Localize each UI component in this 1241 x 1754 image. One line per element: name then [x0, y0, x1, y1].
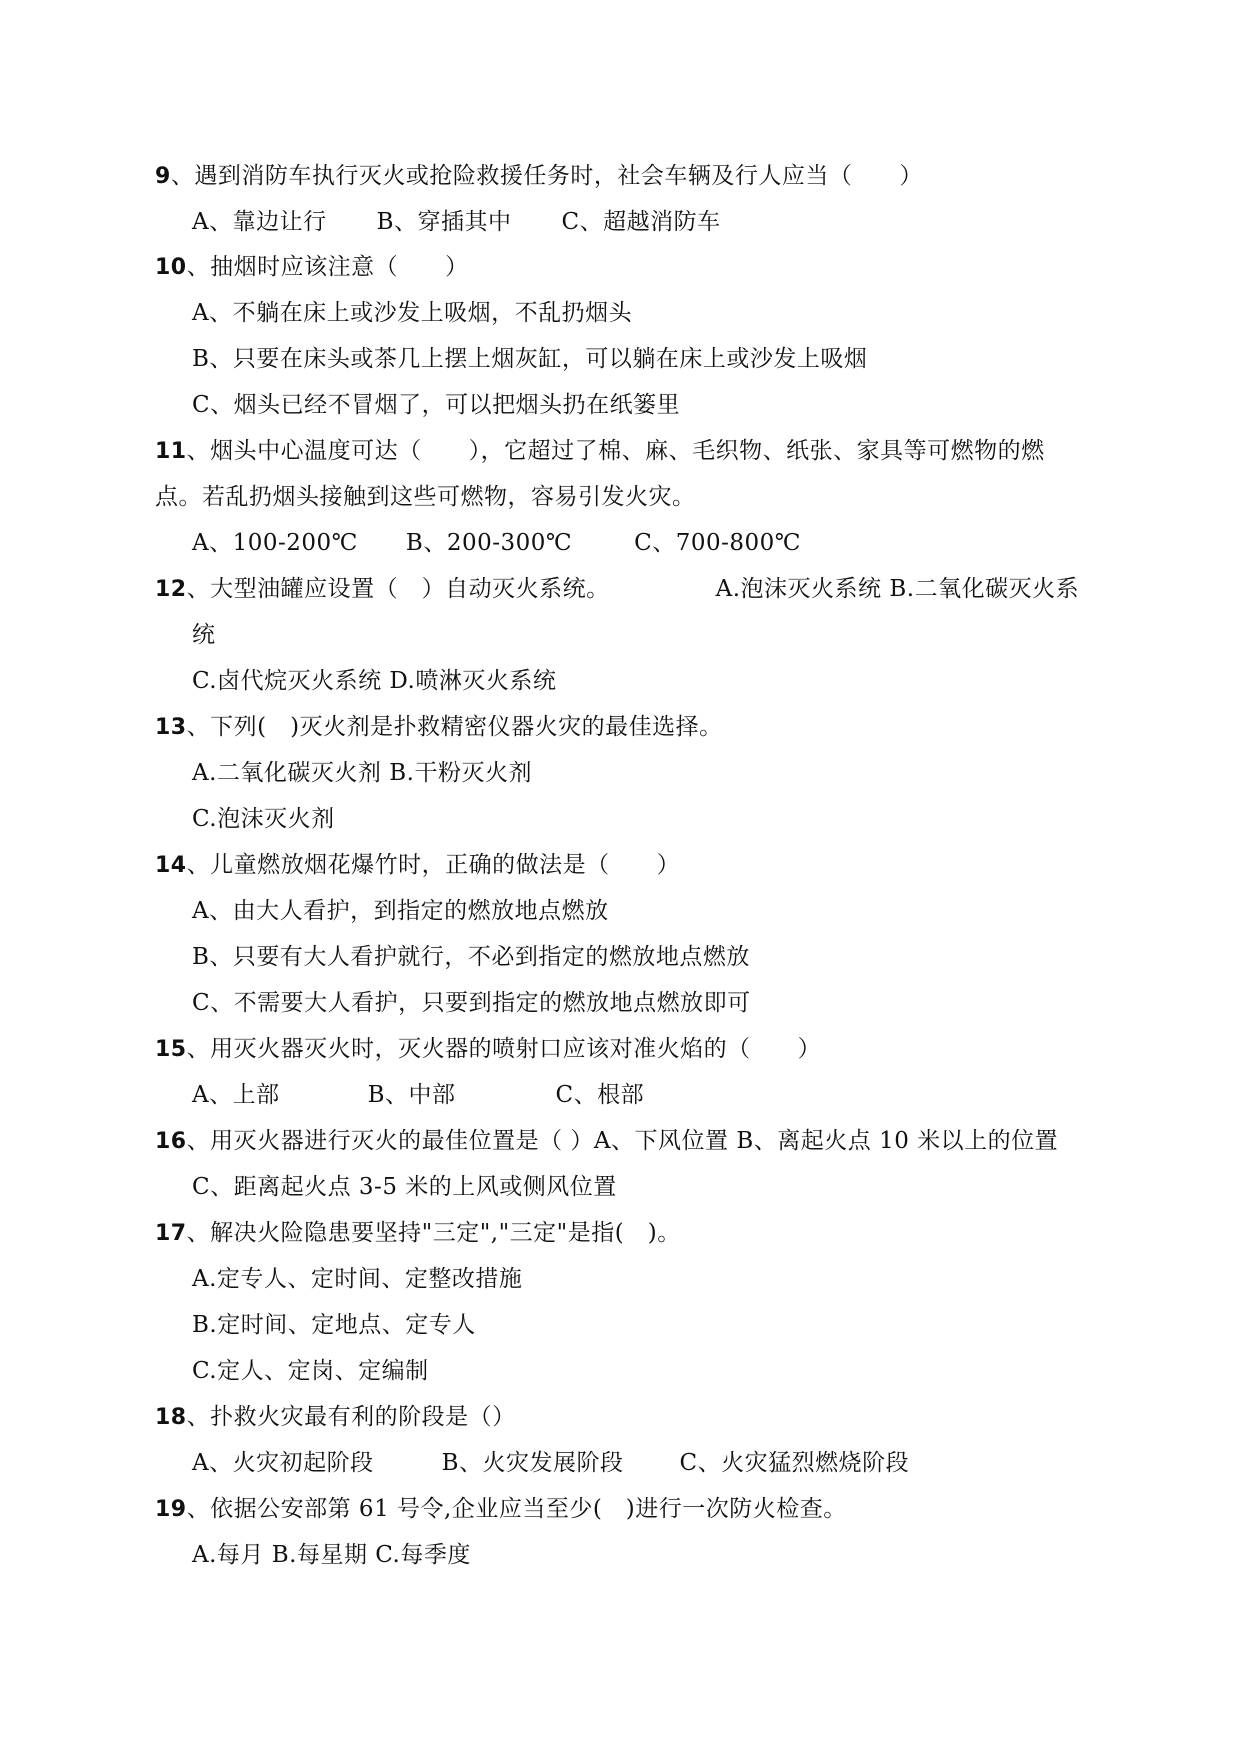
option-a: A、火灾初起阶段 [192, 1450, 374, 1476]
option-b: B、只要有大人看护就行，不必到指定的燃放地点燃放 [192, 944, 750, 970]
option-c: C.定人、定岗、定编制 [192, 1358, 429, 1384]
question-14 [155, 850, 680, 881]
question-11 [155, 436, 1045, 467]
option-c: C、700-800℃ [634, 530, 802, 556]
question-number: 14 [155, 853, 187, 878]
question-number: 15 [155, 1037, 187, 1062]
option-c-d: C.卤代烷灭火系统 D.喷淋灭火系统 [192, 668, 557, 694]
option-a: A、不躺在床上或沙发上吸烟，不乱扔烟头 [192, 300, 633, 326]
options-row [192, 207, 721, 237]
question-number: 17 [155, 1221, 187, 1246]
option-c: C.泡沫灭火剂 [192, 806, 335, 832]
option-b: B.定时间、定地点、定专人 [192, 1312, 476, 1338]
option-a: A、靠边让行 [192, 209, 327, 235]
question-number: 19 [155, 1497, 187, 1522]
option-b: B、中部 [367, 1082, 456, 1108]
question-12 [155, 574, 1079, 605]
question-17 [155, 1218, 681, 1249]
question-number: 9 [155, 164, 171, 189]
option-a: A、100-200℃ [192, 530, 358, 556]
question-number: 13 [155, 715, 187, 740]
option-a-b: A.二氧化碳灭火剂 B.干粉灭火剂 [192, 760, 532, 786]
option-b: B、火灾发展阶段 [441, 1450, 624, 1476]
option-a: A、上部 [192, 1082, 280, 1108]
question-text: 、依据公安部第 61 号令,企业应当至少( )进行一次防火检查。 [186, 1496, 847, 1522]
question-text-continued: 点。若乱扔烟头接触到这些可燃物，容易引发火灾。 [155, 484, 696, 510]
option-b: B、200-300℃ [405, 530, 573, 556]
option-c: C、根部 [555, 1082, 645, 1108]
question-10 [155, 252, 469, 283]
question-number: 18 [155, 1405, 187, 1430]
question-text: 、大型油罐应设置（ ）自动灭火系统。 A.泡沫灭火系统 B.二氧化碳灭火系 [186, 576, 1080, 602]
option-c: C、烟头已经不冒烟了，可以把烟头扔在纸篓里 [192, 392, 681, 418]
question-number: 12 [155, 577, 187, 602]
question-text: 、扑救火灾最有利的阶段是（） [186, 1404, 516, 1430]
question-text: 、用灭火器灭火时，灭火器的喷射口应该对准火焰的（ ） [186, 1036, 822, 1062]
option-a: A.定专人、定时间、定整改措施 [192, 1266, 523, 1292]
question-16 [155, 1126, 1058, 1157]
question-text: 、解决火险隐患要坚持"三定","三定"是指( )。 [186, 1220, 681, 1246]
question-number: 11 [155, 439, 187, 464]
option-c: C、不需要大人看护，只要到指定的燃放地点燃放即可 [192, 990, 751, 1016]
option-b: B、只要在床头或茶几上摆上烟灰缸，可以躺在床上或沙发上吸烟 [192, 346, 868, 372]
options-row [192, 1080, 644, 1110]
question-13 [155, 712, 723, 743]
options-row [192, 1448, 909, 1478]
question-number: 10 [155, 255, 187, 280]
question-9 [155, 161, 923, 192]
options-row [192, 528, 801, 558]
options-row: A.每月 B.每星期 C.每季度 [192, 1542, 471, 1568]
question-text: 、烟头中心温度可达（ ），它超过了棉、麻、毛织物、纸张、家具等可燃物的燃 [186, 438, 1045, 464]
question-text-continued: 统 [192, 622, 216, 648]
option-c: C、距离起火点 3-5 米的上风或侧风位置 [192, 1174, 617, 1200]
option-c: C、超越消防车 [561, 209, 721, 235]
question-text: 、用灭火器进行灭火的最佳位置是（ ）A、下风位置 B、离起火点 10 米以上的位置 [186, 1128, 1059, 1154]
option-b: B、穿插其中 [376, 209, 512, 235]
question-text: 、抽烟时应该注意（ ） [186, 254, 469, 280]
question-number: 16 [155, 1129, 187, 1154]
question-text: 、下列( )灭火剂是扑救精密仪器火灾的最佳选择。 [186, 714, 723, 740]
question-text: 、遇到消防车执行灭火或抢险救援任务时，社会车辆及行人应当（ ） [170, 163, 923, 189]
question-19 [155, 1494, 847, 1525]
option-c: C、火灾猛烈燃烧阶段 [679, 1450, 910, 1476]
question-15 [155, 1034, 821, 1065]
question-text: 、儿童燃放烟花爆竹时，正确的做法是（ ） [186, 852, 681, 878]
question-18 [155, 1402, 516, 1433]
option-a: A、由大人看护，到指定的燃放地点燃放 [192, 898, 609, 924]
